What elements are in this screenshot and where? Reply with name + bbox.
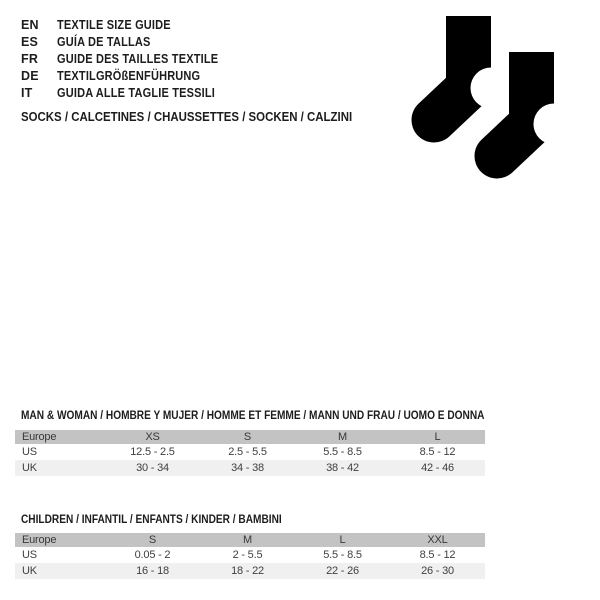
language-code: FR [21, 51, 39, 66]
language-list [21, 16, 240, 101]
language-code: EN [21, 17, 39, 32]
sock-back [434, 16, 512, 120]
column-header-l: L [434, 431, 441, 443]
children-table-title-text: CHILDREN / INFANTIL / ENFANTS / KINDER / BAMBINI [21, 514, 282, 526]
size-value: 8.5 - 12 [419, 446, 456, 458]
category-line-text: SOCKS / CALCETINES / CHAUSSETTES / SOCKEN / CALZINI [21, 109, 353, 124]
size-value: 2.5 - 5.5 [228, 446, 267, 458]
size-value: 34 - 38 [231, 462, 264, 474]
size-value: 18 - 22 [231, 565, 264, 577]
language-row-fr [21, 50, 240, 67]
size-value: 8.5 - 12 [419, 549, 456, 561]
size-value: 0.05 - 2 [134, 549, 171, 561]
language-label: GUIDE DES TAILLES TEXTILE [57, 51, 219, 66]
language-code: IT [21, 85, 33, 100]
socks-icon [400, 8, 575, 188]
column-header-xxl: XXL [427, 534, 448, 546]
column-header-europe: Europe [22, 431, 57, 443]
row-label: UK [22, 565, 37, 577]
language-label: TEXTILE SIZE GUIDE [57, 17, 171, 32]
language-label: TEXTILGRÖßENFÜHRUNG [57, 68, 201, 83]
size-value: 12.5 - 2.5 [130, 446, 175, 458]
row-label: US [22, 549, 37, 561]
column-header-s: S [243, 431, 252, 443]
sock-front [497, 48, 575, 156]
size-value: 5.5 - 8.5 [323, 446, 362, 458]
row-label: UK [22, 462, 37, 474]
language-code: ES [21, 34, 39, 49]
row-label: US [22, 446, 37, 458]
children-header-row [15, 533, 485, 547]
man-woman-row-uk [15, 460, 485, 476]
column-header-m: M [338, 431, 347, 443]
size-value: 30 - 34 [136, 462, 169, 474]
size-value: 38 - 42 [326, 462, 359, 474]
column-header-m: M [243, 534, 252, 546]
column-header-l: L [339, 534, 346, 546]
size-value: 26 - 30 [421, 565, 454, 577]
man-woman-header-row [15, 430, 485, 444]
size-value: 22 - 26 [326, 565, 359, 577]
children-table-title [21, 514, 317, 526]
language-row-it [21, 84, 240, 101]
children-table [15, 533, 485, 579]
size-value: 16 - 18 [136, 565, 169, 577]
size-value: 42 - 46 [421, 462, 454, 474]
size-value: 2 - 5.5 [232, 549, 263, 561]
column-header-s: S [148, 534, 157, 546]
language-row-es [21, 33, 240, 50]
man-woman-table-title-text: MAN & WOMAN / HOMBRE Y MUJER / HOMME ET FEMME / MANN UND FRAU / UOMO E DONNA [21, 410, 485, 422]
language-code: DE [21, 68, 39, 83]
language-row-de [21, 67, 240, 84]
man-woman-table-title [21, 410, 548, 422]
language-label: GUÍA DE TALLAS [57, 34, 151, 49]
column-header-europe: Europe [22, 534, 57, 546]
category-line [21, 109, 397, 124]
man-woman-table [15, 430, 485, 476]
children-row-us [15, 547, 485, 563]
column-header-xs: XS [145, 431, 160, 443]
man-woman-row-us [15, 444, 485, 460]
size-value: 5.5 - 8.5 [323, 549, 362, 561]
children-row-uk [15, 563, 485, 579]
language-row-en [21, 16, 240, 33]
language-label: GUIDA ALLE TAGLIE TESSILI [57, 85, 216, 100]
